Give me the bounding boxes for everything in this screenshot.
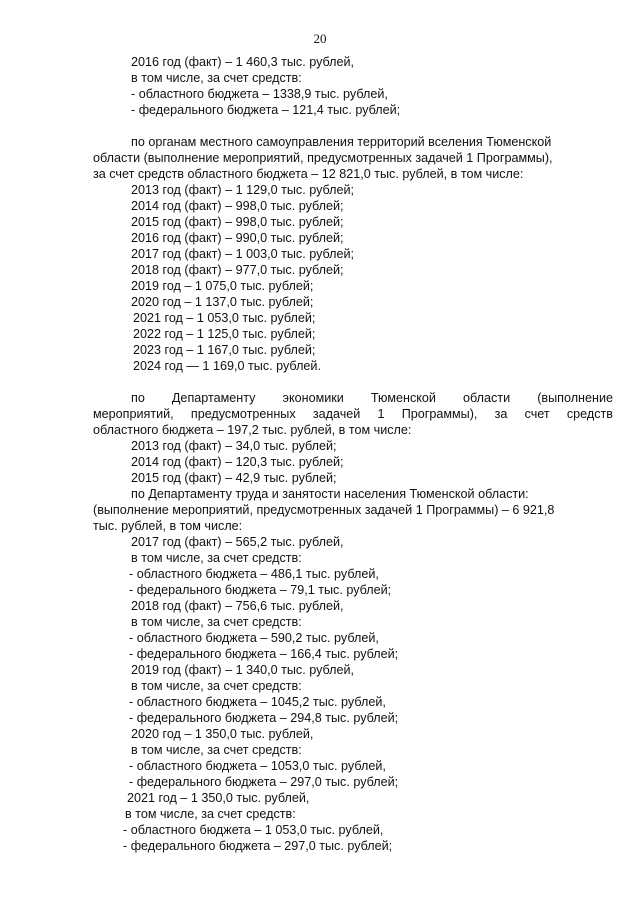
paragraph-line: по Департаменту экономики Тюменской области (выполнение xyxy=(131,391,613,405)
list-item: в том числе, за счет средств: xyxy=(131,551,302,565)
list-item: - федерального бюджета – 79,1 тыс. рублей; xyxy=(129,583,392,597)
list-item: в том числе, за счет средств: xyxy=(131,679,302,693)
list-item: 2020 год – 1 137,0 тыс. рублей; xyxy=(131,295,314,309)
page-number: 20 xyxy=(313,31,327,46)
list-item: 2017 год (факт) – 565,2 тыс. рублей, xyxy=(131,535,344,549)
paragraph-line: (выполнение мероприятий, предусмотренных задачей 1 Программы) – 6 921,8 xyxy=(93,503,555,517)
list-item: - областного бюджета – 1045,2 тыс. рублей, xyxy=(129,695,386,709)
paragraph-line: мероприятий, предусмотренных задачей 1 Программы), за счет средств xyxy=(93,407,613,421)
list-item: 2022 год – 1 125,0 тыс. рублей; xyxy=(133,327,316,341)
list-item: 2021 год – 1 350,0 тыс. рублей, xyxy=(127,791,310,805)
paragraph-line: областного бюджета – 197,2 тыс. рублей, в том числе: xyxy=(93,423,412,437)
text-line: - федерального бюджета – 121,4 тыс. рублей; xyxy=(131,103,401,117)
paragraph-line: по органам местного самоуправления территорий вселения Тюменской xyxy=(131,135,552,149)
list-item: 2016 год (факт) – 990,0 тыс. рублей; xyxy=(131,231,344,245)
list-item: - федерального бюджета – 166,4 тыс. рублей; xyxy=(129,647,399,661)
list-item: 2013 год (факт) – 34,0 тыс. рублей; xyxy=(131,439,337,453)
list-item: - областного бюджета – 590,2 тыс. рублей, xyxy=(129,631,379,645)
list-item: 2015 год (факт) – 42,9 тыс. рублей; xyxy=(131,471,337,485)
text-line: в том числе, за счет средств: xyxy=(131,71,302,85)
list-item: 2019 год (факт) – 1 340,0 тыс. рублей, xyxy=(131,663,355,677)
list-item: 2018 год (факт) – 756,6 тыс. рублей, xyxy=(131,599,344,613)
list-item: 2020 год – 1 350,0 тыс. рублей, xyxy=(131,727,314,741)
text-line: - областного бюджета – 1338,9 тыс. рублей, xyxy=(131,87,388,101)
list-item: 2023 год – 1 167,0 тыс. рублей; xyxy=(133,343,316,357)
list-item: 2017 год (факт) – 1 003,0 тыс. рублей; xyxy=(131,247,355,261)
list-item: - федерального бюджета – 294,8 тыс. рублей; xyxy=(129,711,399,725)
list-item: 2015 год (факт) – 998,0 тыс. рублей; xyxy=(131,215,344,229)
list-item: - областного бюджета – 486,1 тыс. рублей, xyxy=(129,567,379,581)
text-line: 2016 год (факт) – 1 460,3 тыс. рублей, xyxy=(131,55,355,69)
paragraph-line: тыс. рублей, в том числе: xyxy=(93,519,243,533)
list-item: 2014 год (факт) – 998,0 тыс. рублей; xyxy=(131,199,344,213)
list-item: - федерального бюджета – 297,0 тыс. рублей; xyxy=(123,839,393,853)
list-item: 2024 год — 1 169,0 тыс. рублей. xyxy=(133,359,321,373)
paragraph-line: по Департаменту труда и занятости населения Тюменской области: xyxy=(131,487,529,501)
list-item: 2013 год (факт) – 1 129,0 тыс. рублей; xyxy=(131,183,355,197)
list-item: 2019 год – 1 075,0 тыс. рублей; xyxy=(131,279,314,293)
list-item: 2021 год – 1 053,0 тыс. рублей; xyxy=(133,311,316,325)
list-item: 2014 год (факт) – 120,3 тыс. рублей; xyxy=(131,455,344,469)
list-item: - областного бюджета – 1 053,0 тыс. рублей, xyxy=(123,823,384,837)
paragraph-line: за счет средств областного бюджета – 12 821,0 тыс. рублей, в том числе: xyxy=(93,167,524,181)
list-item: в том числе, за счет средств: xyxy=(131,743,302,757)
list-item: - областного бюджета – 1053,0 тыс. рублей, xyxy=(129,759,386,773)
paragraph-line: области (выполнение мероприятий, предусмотренных задачей 1 Программы), xyxy=(93,151,553,165)
list-item: в том числе, за счет средств: xyxy=(131,615,302,629)
list-item: 2018 год (факт) – 977,0 тыс. рублей; xyxy=(131,263,344,277)
list-item: - федерального бюджета – 297,0 тыс. рублей; xyxy=(129,775,399,789)
list-item: в том числе, за счет средств: xyxy=(125,807,296,821)
